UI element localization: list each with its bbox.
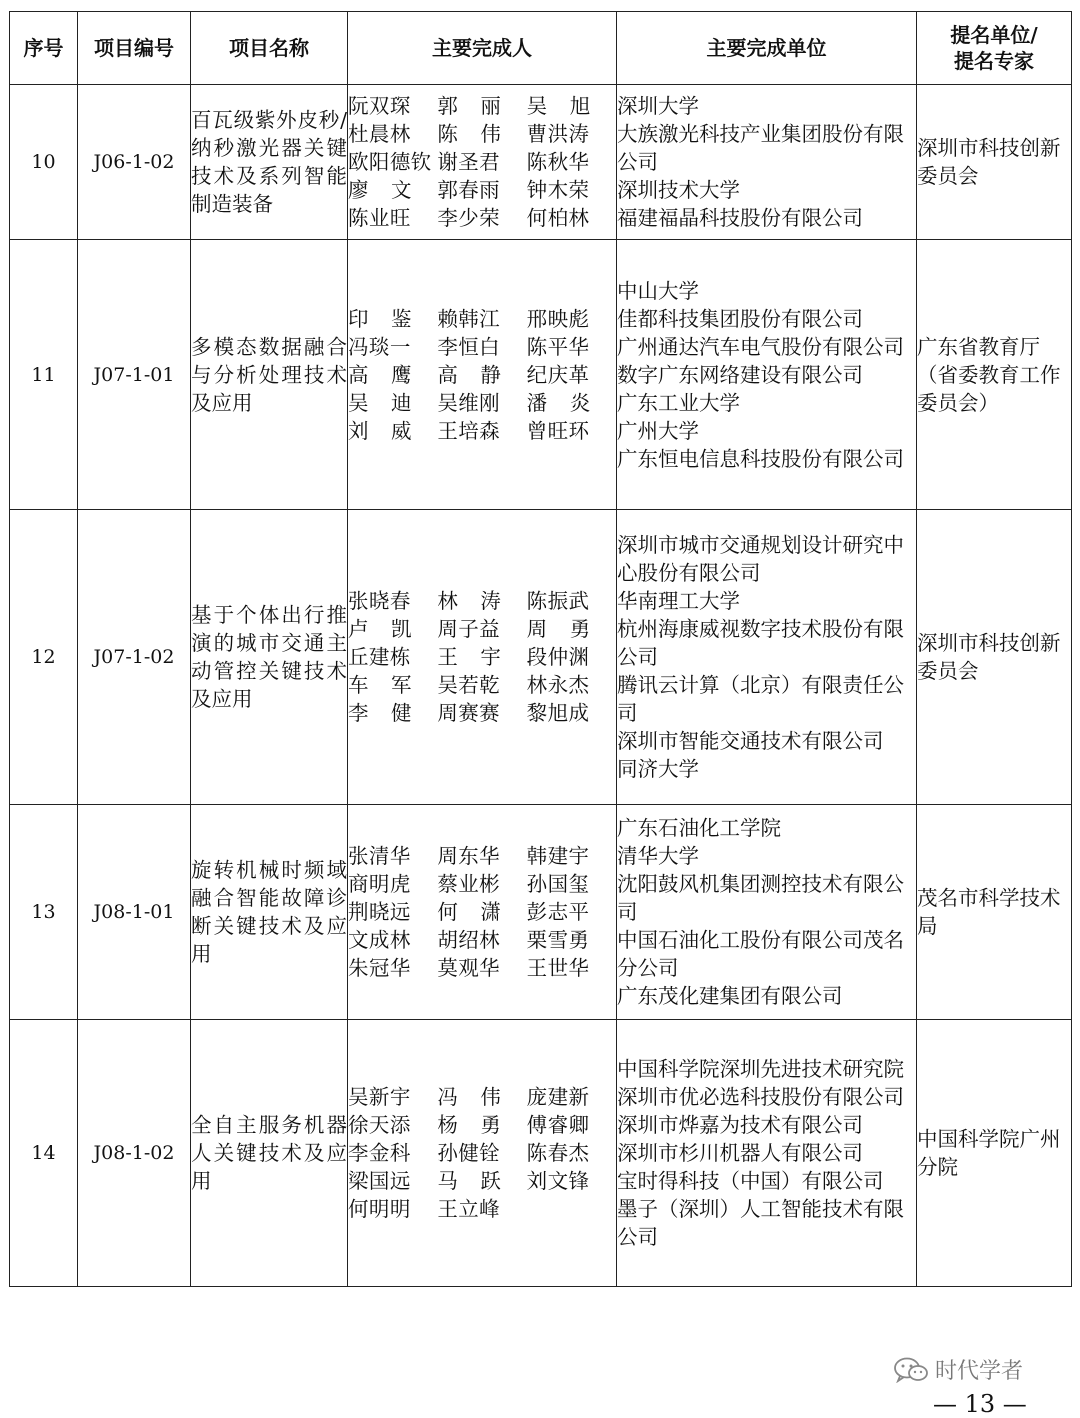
- page-number: — 13 —: [933, 1390, 1027, 1418]
- person-name: 高 鹰: [348, 362, 412, 387]
- person-name: 王 宇: [437, 645, 501, 669]
- unit-name: 深圳市城市交通规划设计研究中心股份有限公司: [617, 533, 904, 585]
- unit-name: 华南理工大学: [617, 589, 740, 613]
- person-name: 印 鉴: [348, 306, 412, 331]
- person-name: 李恒白: [437, 334, 501, 359]
- person-name: 吴 旭: [526, 94, 591, 118]
- unit-name: 墨子（深圳）人工智能技术有限公司: [617, 1197, 904, 1249]
- table-row: [10, 1020, 1072, 1287]
- person-name: 傅睿卿: [526, 1113, 590, 1137]
- unit-name: 佳都科技集团股份有限公司: [617, 306, 863, 331]
- person-name: 王培森: [437, 418, 501, 443]
- person-name: 彭志平: [526, 900, 590, 924]
- row-code: J08-1-02: [78, 1020, 191, 1287]
- person-name: 丘建栋: [348, 645, 411, 669]
- row-code: J08-1-01: [78, 805, 191, 1020]
- person-name: 陈春杰: [526, 1141, 590, 1165]
- header-nominator-line1: 提名单位/: [950, 23, 1038, 47]
- row-project-name: 全自主服务机器人关键技术及应用: [191, 1020, 348, 1287]
- row-nominator: 深圳市科技创新委员会: [917, 85, 1072, 240]
- wechat-icon: [893, 1357, 929, 1383]
- row-code: J06-1-02: [78, 85, 191, 240]
- person-name: 刘 威: [348, 418, 412, 443]
- row-nominator: 中国科学院广州分院: [917, 1020, 1072, 1287]
- person-name: 何明明: [348, 1197, 411, 1221]
- person-name: 钟木荣: [526, 178, 590, 202]
- row-units: [617, 240, 917, 510]
- person-name: 孙国玺: [526, 872, 590, 896]
- unit-name: 腾讯云计算（北京）有限责任公司: [617, 673, 904, 725]
- person-name: 莫观华: [437, 956, 501, 980]
- person-name: 欧阳德钦: [348, 150, 432, 174]
- person-name: 林 涛: [437, 589, 501, 613]
- row-project-name: 旋转机械时频域融合智能故障诊断关键技术及应用: [191, 805, 348, 1020]
- person-name: 庞建新: [526, 1085, 590, 1109]
- awards-table: [9, 11, 1072, 1287]
- person-name: 郭春雨: [437, 178, 501, 202]
- person-name: 周赛赛: [437, 701, 501, 725]
- unit-name: 福建福晶科技股份有限公司: [617, 206, 863, 230]
- row-code: J07-1-02: [78, 510, 191, 805]
- person-name: 朱冠华: [348, 956, 411, 980]
- row-nominator: 广东省教育厅（省委教育工作委员会）: [917, 240, 1072, 510]
- person-name: 马 跃: [437, 1169, 501, 1193]
- person-name: 车 军: [348, 673, 412, 697]
- unit-name: 广东茂化建集团有限公司: [617, 984, 843, 1008]
- person-name: 冯琰一: [348, 334, 411, 359]
- row-people: [348, 510, 617, 805]
- row-code: J07-1-01: [78, 240, 191, 510]
- person-name: 阮双琛: [348, 94, 411, 118]
- person-name: 林永杰: [526, 673, 590, 697]
- person-name: 高 静: [437, 362, 501, 387]
- person-name: 孙健铨: [437, 1141, 501, 1165]
- unit-name: 深圳市烨嘉为技术有限公司: [617, 1113, 863, 1137]
- unit-name: 数字广东网络建设有限公司: [617, 362, 863, 387]
- people-grid: [348, 587, 616, 727]
- row-seq: 11: [10, 240, 78, 510]
- person-name: 卢 凯: [348, 617, 412, 641]
- header-people: 主要完成人: [348, 12, 617, 85]
- person-name: 陈秋华: [526, 150, 590, 174]
- person-name: 周东华: [437, 844, 501, 868]
- person-name: 郭 丽: [437, 94, 501, 118]
- unit-name: 中国科学院深圳先进技术研究院: [617, 1057, 904, 1081]
- watermark-text: 时代学者: [935, 1359, 1024, 1384]
- person-name: 冯 伟: [437, 1085, 501, 1109]
- row-people: [348, 805, 617, 1020]
- unit-name: 深圳市杉川机器人有限公司: [617, 1141, 863, 1165]
- person-name: 梁国远: [348, 1169, 411, 1193]
- row-seq: 12: [10, 510, 78, 805]
- row-seq: 10: [10, 85, 78, 240]
- person-name: 何柏林: [526, 206, 590, 230]
- row-project-name: 基于个体出行推演的城市交通主动管控关键技术及应用: [191, 510, 348, 805]
- person-name: 吴维刚: [437, 390, 501, 415]
- row-units: [617, 1020, 917, 1287]
- person-name: 纪庆革: [526, 362, 590, 387]
- table-row: [10, 510, 1072, 805]
- person-name: 李 健: [348, 701, 412, 725]
- unit-name: 中国石油化工股份有限公司茂名分公司: [617, 928, 904, 980]
- person-name: 李少荣: [437, 206, 501, 230]
- unit-name: 沈阳鼓风机集团测控技术有限公司: [617, 872, 904, 924]
- row-project-name: 多模态数据融合与分析处理技术及应用: [191, 240, 348, 510]
- unit-name: 清华大学: [617, 844, 699, 868]
- header-nominator: [917, 12, 1072, 85]
- person-name: 荆晓远: [348, 900, 411, 924]
- person-name: 赖韩江: [437, 306, 501, 331]
- person-name: 陈振武: [526, 589, 590, 613]
- unit-name: 中山大学: [617, 278, 699, 303]
- person-name: 曹洪涛: [526, 122, 590, 146]
- person-name: 王立峰: [437, 1197, 501, 1221]
- person-name: 周子益: [437, 617, 501, 641]
- person-name: 文成林: [348, 928, 411, 952]
- person-name: 杜晨林: [348, 122, 411, 146]
- person-name: 张清华: [348, 844, 411, 868]
- person-name: 吴若乾: [437, 673, 501, 697]
- row-people: [348, 240, 617, 510]
- person-name: 段仲渊: [526, 645, 590, 669]
- header-seq: 序号: [10, 12, 78, 85]
- row-people: [348, 85, 617, 240]
- person-name: 张晓春: [348, 589, 411, 613]
- table-row: [10, 805, 1072, 1020]
- unit-name: 广东石油化工学院: [617, 816, 781, 840]
- people-grid: [348, 305, 616, 445]
- row-nominator: 茂名市科学技术局: [917, 805, 1072, 1020]
- row-units: [617, 510, 917, 805]
- person-name: 杨 勇: [437, 1113, 501, 1137]
- people-grid: [348, 92, 616, 232]
- person-name: 韩建宇: [526, 844, 590, 868]
- row-units: [617, 85, 917, 240]
- person-name: 徐天添: [348, 1113, 411, 1137]
- person-name: 刘文锋: [526, 1169, 590, 1193]
- unit-name: 大族激光科技产业集团股份有限公司: [617, 122, 904, 174]
- person-name: 廖 文: [348, 178, 412, 202]
- person-name: 陈平华: [526, 334, 590, 359]
- header-nominator-line2: 提名专家: [954, 49, 1034, 73]
- person-name: 黎旭成: [526, 701, 590, 725]
- row-seq: 14: [10, 1020, 78, 1287]
- header-code: 项目编号: [78, 12, 191, 85]
- person-name: 周 勇: [526, 617, 591, 641]
- header-name: 项目名称: [191, 12, 348, 85]
- unit-name: 杭州海康威视数字技术股份有限公司: [617, 617, 904, 669]
- person-name: 王世华: [526, 956, 590, 980]
- person-name: 何 潇: [437, 900, 501, 924]
- row-people: [348, 1020, 617, 1287]
- unit-name: 广州大学: [617, 418, 699, 443]
- table-row: [10, 240, 1072, 510]
- person-name: 谢圣君: [437, 150, 501, 174]
- people-grid: [348, 1083, 616, 1223]
- person-name: 陈 伟: [437, 122, 501, 146]
- row-nominator: 深圳市科技创新委员会: [917, 510, 1072, 805]
- header-row: [10, 12, 1072, 85]
- person-name: 陈业旺: [348, 206, 411, 230]
- header-units: 主要完成单位: [617, 12, 917, 85]
- person-name: 吴新宇: [348, 1085, 411, 1109]
- row-project-name: 百瓦级紫外皮秒/纳秒激光器关键技术及系列智能制造装备: [191, 85, 348, 240]
- row-units: [617, 805, 917, 1020]
- person-name: 吴 迪: [348, 390, 412, 415]
- unit-name: 深圳大学: [617, 94, 699, 118]
- person-name: 邢映彪: [526, 306, 590, 331]
- person-name: 商明虎: [348, 872, 411, 896]
- row-seq: 13: [10, 805, 78, 1020]
- unit-name: 深圳市优必选科技股份有限公司: [617, 1085, 904, 1109]
- unit-name: 深圳市智能交通技术有限公司: [617, 729, 884, 753]
- person-name: 蔡业彬: [437, 872, 501, 896]
- unit-name: 广东工业大学: [617, 390, 740, 415]
- unit-name: 同济大学: [617, 757, 699, 781]
- unit-name: 广东恒电信息科技股份有限公司: [617, 446, 904, 471]
- unit-name: 深圳技术大学: [617, 178, 740, 202]
- table-row: [10, 85, 1072, 240]
- unit-name: 宝时得科技（中国）有限公司: [617, 1169, 884, 1193]
- unit-name: 广州通达汽车电气股份有限公司: [617, 334, 904, 359]
- people-grid: [348, 842, 616, 982]
- person-name: 潘 炎: [526, 390, 591, 415]
- person-name: 李金科: [348, 1141, 411, 1165]
- watermark: [893, 1354, 1023, 1385]
- person-name: 胡绍林: [437, 928, 501, 952]
- person-name: 曾旺环: [526, 418, 590, 443]
- person-name: 栗雪勇: [526, 928, 590, 952]
